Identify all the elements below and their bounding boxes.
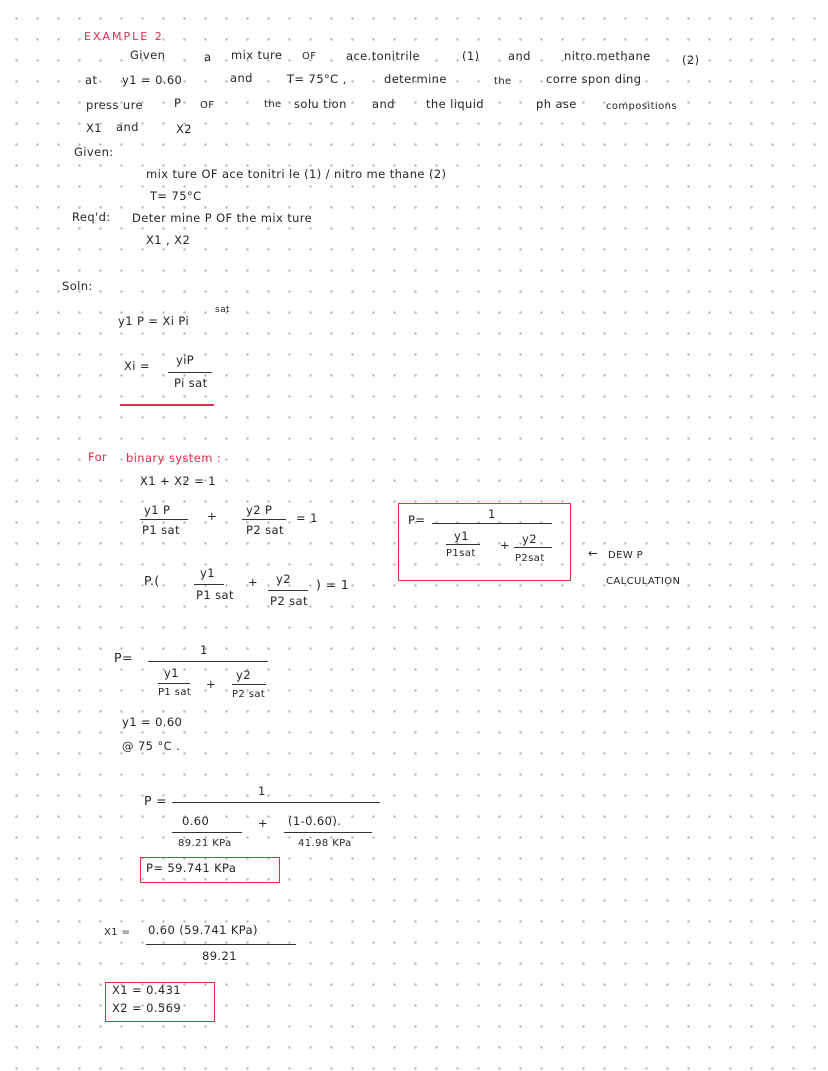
mole-fraction-sum: X1 + X2 = 1 — [140, 474, 216, 488]
fraction-bar — [284, 832, 372, 833]
problem-word: X2 — [176, 122, 192, 136]
pformula-y1: y1 — [164, 666, 179, 680]
problem-word: OF — [302, 51, 317, 62]
calc-p: P = — [144, 793, 168, 808]
calc-one: 1 — [258, 784, 266, 798]
dew-box-p1: P1sat — [446, 548, 476, 559]
fraction-bar — [148, 661, 268, 662]
problem-word: ph ase — [536, 97, 577, 111]
problem-word: y1 = 0.60 — [122, 73, 183, 87]
xi-lhs: Xi = — [124, 359, 150, 373]
given-label: Given: — [74, 145, 114, 159]
problem-word: nitro.methane — [564, 49, 651, 63]
fraction-bar — [140, 519, 188, 520]
fraction-bar — [268, 590, 308, 591]
problem-word: mix ture — [231, 48, 283, 62]
solution-label: Soln: — [62, 279, 93, 293]
problem-word: and — [372, 97, 395, 111]
example-heading: EXAMPLE 2 — [84, 30, 164, 43]
close-equals-one: ) = 1 — [316, 577, 350, 592]
required-compositions: X1 , X2 — [146, 233, 191, 247]
fraction-bar — [172, 832, 242, 833]
frac2-denominator: P2 sat — [246, 523, 284, 537]
pformula-p1: P1 sat — [158, 687, 192, 698]
fraction-bar — [172, 802, 380, 803]
pressure-result: P= 59.741 KPa — [146, 861, 237, 875]
equals-one: = 1 — [296, 511, 318, 525]
answer-x1: X1 = 0.431 — [112, 983, 182, 997]
fraction-bar — [242, 519, 286, 520]
raoult-equation: y1 P = Xi Pi — [118, 314, 190, 328]
temperature-note: @ 75 °C . — [122, 739, 181, 753]
required-label: Req'd: — [72, 210, 111, 224]
problem-word: solu tion — [294, 97, 347, 111]
problem-word: press ure — [86, 98, 143, 112]
problem-word: (1) — [462, 49, 480, 63]
dew-label-line1: DEW P — [608, 550, 644, 561]
fraction-bar — [168, 372, 212, 373]
problem-word: P — [174, 96, 182, 110]
pformula-plus: + — [206, 677, 217, 691]
problem-word: ace.tonitrile — [346, 49, 421, 63]
x1-denominator: 89.21 — [202, 949, 237, 963]
g1-numerator: y1 — [200, 566, 215, 580]
p-factor: P.( — [144, 573, 160, 588]
problem-word: T= 75°C , — [287, 72, 347, 86]
g2-denominator: P2 sat — [270, 594, 308, 608]
fraction-bar — [514, 547, 552, 548]
dew-box-p: P= — [408, 513, 426, 527]
dew-box-y2: y2 — [522, 532, 537, 546]
dew-label-line2: CALCULATION — [606, 576, 681, 587]
plus-sign: + — [248, 575, 259, 589]
answer-x2: X2 = 0.569 — [112, 1001, 182, 1015]
problem-word: the — [264, 99, 282, 110]
calc-d2: 41.98 KPa — [298, 838, 352, 849]
frac1-numerator: y1 P — [144, 503, 171, 517]
xi-denominator: Pi sat — [174, 376, 208, 390]
problem-word: determine — [384, 72, 447, 86]
problem-word: the liquid — [426, 97, 485, 111]
frac1-denominator: P1 sat — [142, 523, 180, 537]
calc-n2: (1-0.60). — [288, 814, 342, 828]
calc-n1: 0.60 — [182, 814, 210, 828]
fraction-bar — [232, 684, 266, 685]
g1-denominator: P1 sat — [196, 588, 234, 602]
problem-word: and — [116, 120, 139, 134]
dew-box-one: 1 — [488, 507, 496, 521]
problem-word: and — [508, 49, 531, 63]
given-mixture: mix ture OF ace tonitri le (1) / nitro me thane (2) — [146, 167, 447, 181]
problem-word: corre spon ding — [546, 72, 642, 86]
xi-numerator: yiP — [176, 353, 195, 367]
fraction-bar — [158, 683, 190, 684]
arrow: ← — [588, 546, 599, 560]
dew-box-plus: + — [500, 538, 511, 552]
pformula-p2: P2 sat — [232, 689, 266, 700]
problem-word: OF — [200, 100, 215, 111]
problem-word: a — [204, 50, 212, 64]
required-text: Deter mine P OF the mix ture — [132, 211, 313, 225]
binary-label: binary system : — [126, 451, 222, 465]
problem-word: at — [85, 73, 98, 87]
raoult-sat-superscript: sat — [215, 305, 230, 315]
problem-word: (2) — [682, 53, 700, 67]
underline — [120, 404, 214, 406]
dew-box-y1: y1 — [454, 529, 469, 543]
frac2-numerator: y2 P — [246, 503, 273, 517]
binary-for: For — [88, 450, 108, 464]
problem-word: Given — [130, 48, 166, 62]
problem-word: compositions — [606, 101, 677, 112]
x1-lhs: X1 = — [104, 927, 131, 938]
x1-numerator: 0.60 (59.741 KPa) — [148, 923, 258, 937]
fraction-bar — [146, 944, 296, 945]
problem-word: X1 — [86, 121, 102, 135]
problem-word: and — [230, 71, 253, 85]
fraction-bar — [194, 584, 224, 585]
fraction-bar — [446, 544, 480, 545]
dew-box-p2: P2sat — [515, 553, 545, 564]
pformula-one: 1 — [200, 643, 208, 657]
problem-word: the — [494, 76, 512, 87]
given-temperature: T= 75°C — [150, 189, 202, 203]
g2-numerator: y2 — [276, 572, 291, 586]
pformula-p: P= — [114, 650, 133, 665]
fraction-bar — [432, 523, 552, 524]
pformula-y2: y2 — [236, 668, 251, 682]
calc-plus: + — [258, 816, 269, 830]
calc-d1: 89.21 KPa — [178, 838, 232, 849]
given-y1-value: y1 = 0.60 — [122, 715, 183, 729]
plus-sign: + — [207, 509, 218, 523]
